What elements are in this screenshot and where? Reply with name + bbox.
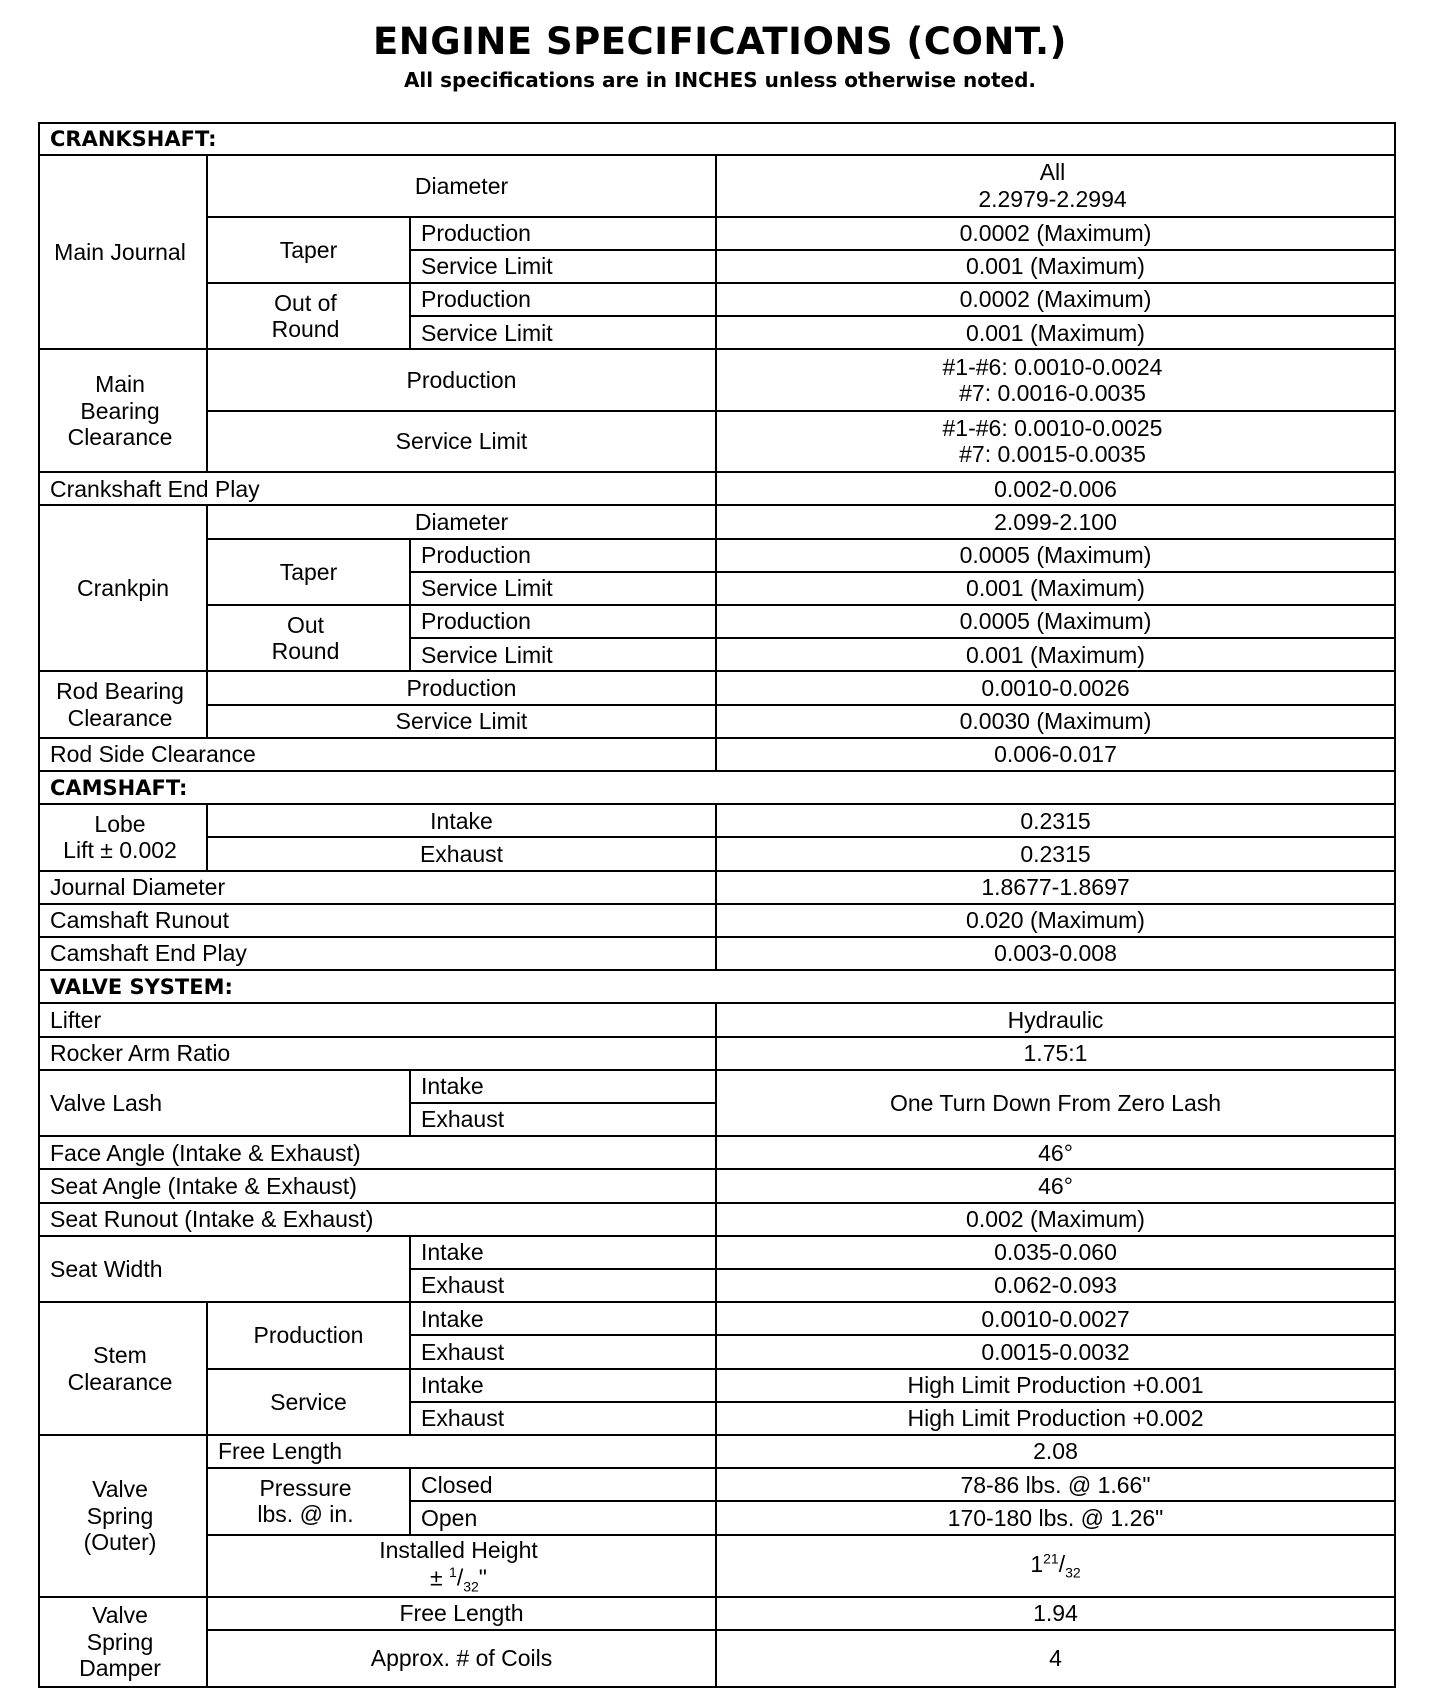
value-approx-coils: 4 [716,1630,1395,1687]
label-crankpin-out-round: Out Round [207,605,410,671]
label-seat-runout: Seat Runout (Intake & Exhaust) [39,1203,716,1236]
value-rbc-production: 0.0010-0.0026 [716,671,1395,704]
value-camshaft-end-play: 0.003-0.008 [716,937,1395,970]
label-intake: Intake [410,1369,716,1402]
label-face-angle: Face Angle (Intake & Exhaust) [39,1136,716,1169]
value-mbc-production: #1-#6: 0.0010-0.0024 #7: 0.0016-0.0035 [716,349,1395,410]
label-rod-bearing-clearance: Rod Bearing Clearance [39,671,207,737]
value-lobe-exhaust: 0.2315 [716,837,1395,870]
value-seat-width-exhaust: 0.062-0.093 [716,1269,1395,1302]
label-valve-spring-outer: Valve Spring (Outer) [39,1435,207,1597]
label-lobe-lift: Lobe Lift ± 0.002 [39,804,207,870]
label-pressure: Pressure lbs. @ in. [207,1468,410,1534]
label-rocker-arm-ratio: Rocker Arm Ratio [39,1037,716,1070]
value-rod-side-clearance: 0.006-0.017 [716,738,1395,771]
label-valve-spring-damper: Valve Spring Damper [39,1597,207,1687]
value-open: 170-180 lbs. @ 1.26" [716,1501,1395,1534]
value-stem-service-intake: High Limit Production +0.001 [716,1369,1395,1402]
value-oor-service: 0.001 (Maximum) [716,316,1395,349]
value-crankpin-oor-service: 0.001 (Maximum) [716,638,1395,671]
label-crankpin: Crankpin [39,505,207,671]
label-production: Production [410,283,716,316]
label-lifter: Lifter [39,1003,716,1036]
label-damper-free-length: Free Length [207,1597,716,1630]
label-intake: Intake [410,1302,716,1335]
label-crankshaft-end-play: Crankshaft End Play [39,472,716,505]
value-closed: 78-86 lbs. @ 1.66" [716,1468,1395,1501]
value-crankpin-oor-production: 0.0005 (Maximum) [716,605,1395,638]
label-open: Open [410,1501,716,1534]
page-title: ENGINE SPECIFICATIONS (CONT.) [373,20,1067,63]
value-stem-prod-exhaust: 0.0015-0.0032 [716,1335,1395,1368]
label-intake: Intake [410,1070,716,1103]
label-intake: Intake [207,804,716,837]
value-crankpin-diameter: 2.099-2.100 [716,505,1395,538]
label-installed-height: Installed Height ± $^1/_{32}$" [207,1535,716,1597]
label-exhaust: Exhaust [410,1402,716,1435]
label-service-limit: Service Limit [207,705,716,738]
engine-spec-table [38,122,1396,1688]
label-production: Production [410,217,716,250]
label-production: Production [207,1302,410,1368]
label-main-journal: Main Journal [39,155,207,349]
label-service-limit: Service Limit [207,411,716,472]
value-crankpin-taper-production: 0.0005 (Maximum) [716,539,1395,572]
section-valve-system: VALVE SYSTEM: [39,970,1395,1003]
label-approx-coils: Approx. # of Coils [207,1630,716,1687]
label-out-of-round: Out of Round [207,283,410,349]
value-seat-angle: 46° [716,1169,1395,1202]
label-closed: Closed [410,1468,716,1501]
value-taper-production: 0.0002 (Maximum) [716,217,1395,250]
value-rbc-service: 0.0030 (Maximum) [716,705,1395,738]
value-mbc-service: #1-#6: 0.0010-0.0025 #7: 0.0015-0.0035 [716,411,1395,472]
label-seat-angle: Seat Angle (Intake & Exhaust) [39,1169,716,1202]
value-lifter: Hydraulic [716,1003,1395,1036]
label-production: Production [410,605,716,638]
label-camshaft-end-play: Camshaft End Play [39,937,716,970]
section-camshaft: CAMSHAFT: [39,771,1395,804]
label-camshaft-runout: Camshaft Runout [39,904,716,937]
value-valve-lash: One Turn Down From Zero Lash [716,1070,1395,1136]
value-seat-runout: 0.002 (Maximum) [716,1203,1395,1236]
label-journal-diameter: Journal Diameter [39,871,716,904]
value-stem-prod-intake: 0.0010-0.0027 [716,1302,1395,1335]
value-crankshaft-end-play: 0.002-0.006 [716,472,1395,505]
label-stem-clearance: Stem Clearance [39,1302,207,1435]
label-exhaust: Exhaust [410,1103,716,1136]
page-subtitle: All specifications are in INCHES unless otherwise noted. [403,68,1037,92]
label-exhaust: Exhaust [207,837,716,870]
value-rocker-arm-ratio: 1.75:1 [716,1037,1395,1070]
label-valve-lash: Valve Lash [39,1070,410,1136]
value-face-angle: 46° [716,1136,1395,1169]
value-damper-free-length: 1.94 [716,1597,1395,1630]
value-installed-height: $1^{21}/_{32}$ [716,1535,1395,1597]
value-free-length: 2.08 [716,1435,1395,1468]
label-taper: Taper [207,539,410,605]
label-production: Production [410,539,716,572]
value-camshaft-runout: 0.020 (Maximum) [716,904,1395,937]
label-taper: Taper [207,217,410,283]
value-main-journal-diameter: All 2.2979-2.2994 [716,155,1395,216]
label-production: Production [207,349,716,410]
value-oor-production: 0.0002 (Maximum) [716,283,1395,316]
label-service-limit: Service Limit [410,316,716,349]
label-production: Production [207,671,716,704]
value-crankpin-taper-service: 0.001 (Maximum) [716,572,1395,605]
label-exhaust: Exhaust [410,1269,716,1302]
label-service-limit: Service Limit [410,250,716,283]
label-seat-width: Seat Width [39,1236,410,1302]
value-journal-diameter: 1.8677-1.8697 [716,871,1395,904]
section-crankshaft: CRANKSHAFT: [39,123,1395,155]
label-free-length: Free Length [207,1435,716,1468]
value-stem-service-exhaust: High Limit Production +0.002 [716,1402,1395,1435]
label-main-bearing-clearance: Main Bearing Clearance [39,349,207,472]
value-seat-width-intake: 0.035-0.060 [716,1236,1395,1269]
label-service: Service [207,1369,410,1435]
label-diameter: Diameter [207,155,716,216]
value-lobe-intake: 0.2315 [716,804,1395,837]
label-rod-side-clearance: Rod Side Clearance [39,738,716,771]
value-taper-service: 0.001 (Maximum) [716,250,1395,283]
label-exhaust: Exhaust [410,1335,716,1368]
label-diameter: Diameter [207,505,716,538]
label-service-limit: Service Limit [410,572,716,605]
label-service-limit: Service Limit [410,638,716,671]
label-intake: Intake [410,1236,716,1269]
